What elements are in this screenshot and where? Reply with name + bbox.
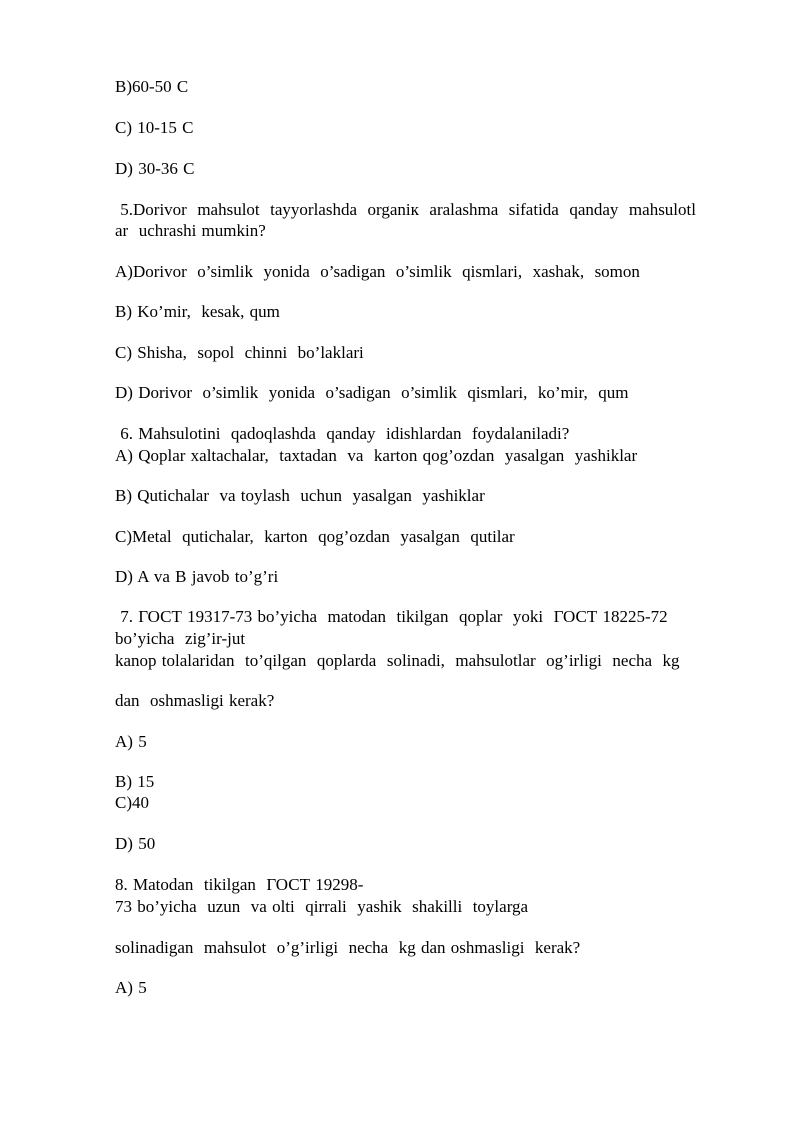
question-8-line-3: solinadigan mahsulot o’g’irligi necha kg dan oshmasligi kerak? bbox=[115, 938, 581, 957]
answer-d-q4: D) 30-36 C bbox=[115, 159, 195, 178]
answer-b-q4: B)60-50 C bbox=[115, 77, 189, 96]
answer-b-q7: B) 15 bbox=[115, 772, 155, 791]
question-8-line-1: 8. Matodan tikilgan ГОСТ 19298- bbox=[115, 875, 364, 894]
answer-c-q7: C)40 bbox=[115, 793, 149, 812]
question-7-line-4: dan oshmasligi kerak? bbox=[115, 691, 275, 710]
answer-a-q8: A) 5 bbox=[115, 978, 147, 997]
answer-d-q7: D) 50 bbox=[115, 834, 156, 853]
answer-c-q6: C)Metal qutichalar, karton qog’ozdan yasalgan qutilar bbox=[115, 527, 515, 546]
answer-c-q5: C) Shisha, sopol chinni bo’laklari bbox=[115, 343, 364, 362]
answer-b-q5: B) Ko’mir, kesak, qum bbox=[115, 302, 280, 321]
question-7-line-2: bo’yicha zig’ir-jut bbox=[115, 629, 246, 648]
question-7-line-3: kanop tolalaridan to’qilgan qoplarda solinadi, mahsulotlar og’irligi necha kg bbox=[115, 651, 680, 670]
answer-d-q6: D) A va B javob to’g’ri bbox=[115, 567, 279, 586]
answer-a-q7: A) 5 bbox=[115, 732, 147, 751]
question-6: 6. Mahsulotini qadoqlashda qanday idishlardan foydalaniladi? bbox=[115, 424, 570, 443]
answer-d-q5: D) Dorivor o’simlik yonida o’sadigan o’simlik qismlari, ko’mir, qum bbox=[115, 383, 629, 402]
question-5-line-2: ar uchrashi mumkin? bbox=[115, 221, 266, 240]
answer-a-q6: A) Qoplar xaltachalar, taxtadan va karton qog’ozdan yasalgan yashiklar bbox=[115, 446, 638, 465]
question-5-line-1: 5.Dorivor mahsulot tayyorlashda organiк aralashma sifatida qanday mahsulotl bbox=[115, 200, 696, 219]
answer-b-q6: B) Qutichalar va toylash uchun yasalgan yashiklar bbox=[115, 486, 485, 505]
answer-a-q5: A)Dorivor o’simlik yonida o’sadigan o’simlik qismlari, xashak, somon bbox=[115, 262, 640, 281]
answer-c-q4: C) 10-15 C bbox=[115, 118, 194, 137]
question-7-line-1: 7. ГОСТ 19317-73 bo’yicha matodan tikilgan qoplar yoki ГОСТ 18225-72 bbox=[115, 607, 668, 626]
question-8-line-2: 73 bo’yicha uzun va olti qirrali yashik shakilli toylarga bbox=[115, 897, 529, 916]
